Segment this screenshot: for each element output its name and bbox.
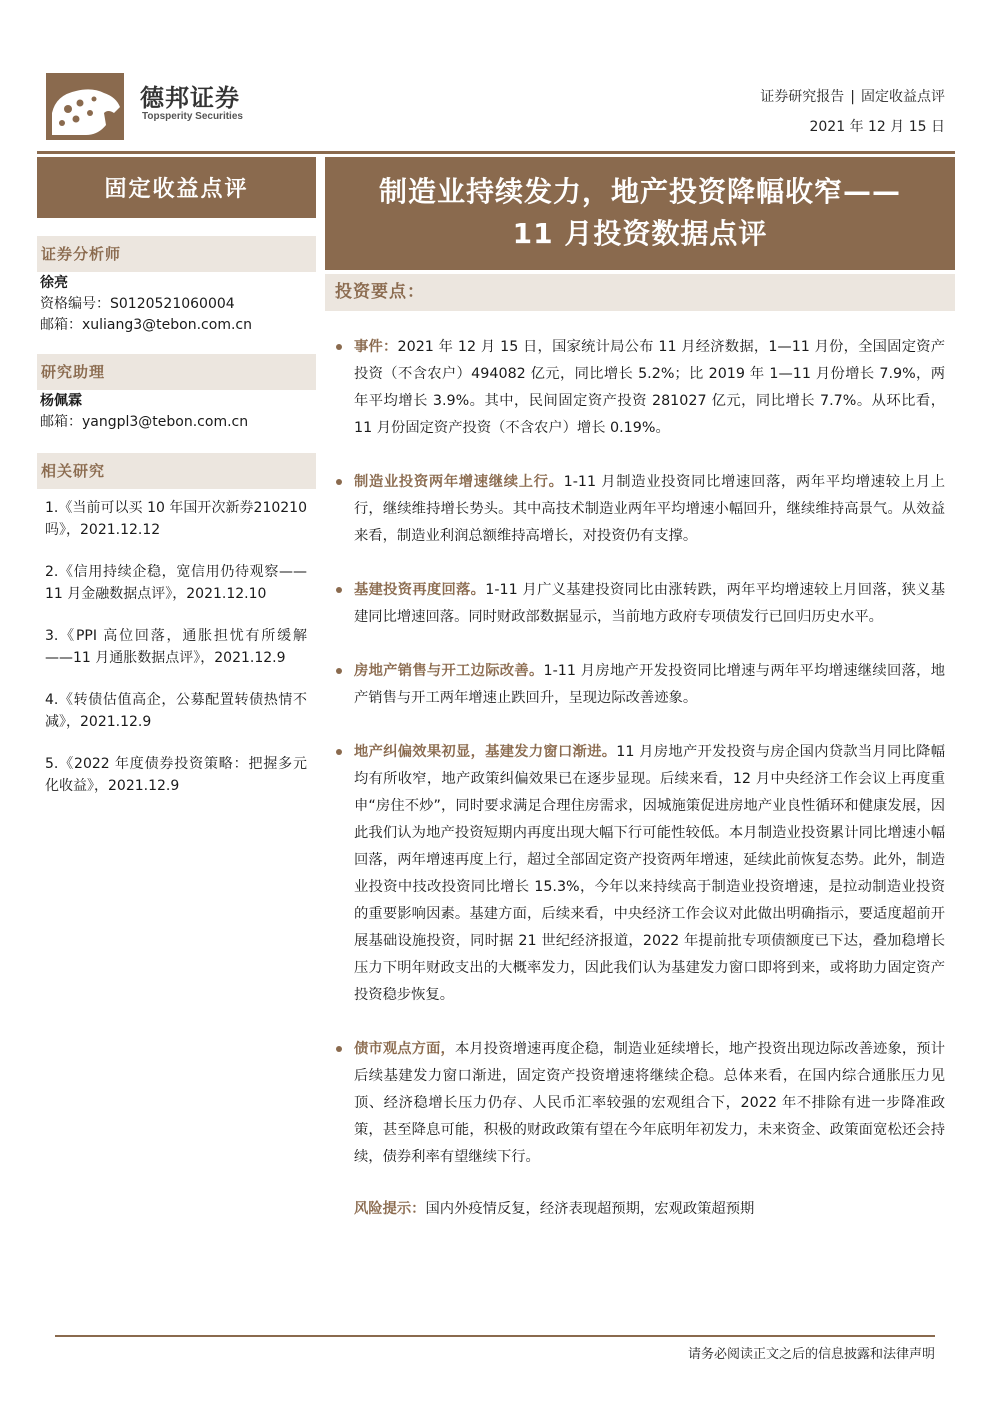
related-research-item[interactable]: 1.《当前可以买 10 年国开次新券210210吗》，2021.12.12 [45, 500, 307, 538]
report-title [325, 157, 955, 270]
report-title-line2: 11 月投资数据点评 [512, 217, 768, 250]
risk-text: 国内外疫情反复，经济表现超预期，宏观政策超预期 [425, 1201, 755, 1217]
key-point [334, 334, 945, 442]
bullet-icon [336, 587, 342, 593]
assistant-name: 杨佩霖 [40, 393, 82, 409]
report-category: 固定收益点评 [37, 157, 316, 218]
key-point-lead: 制造业投资两年增速继续上行。 [354, 474, 564, 490]
key-points-heading: 投资要点： [325, 274, 955, 311]
related-research-heading: 相关研究 [37, 453, 316, 489]
footer-divider [55, 1335, 935, 1337]
bullet-icon [336, 668, 342, 674]
bullet-icon [336, 749, 342, 755]
bullet-icon [336, 1046, 342, 1052]
key-point [334, 658, 945, 712]
analyst-email: 邮箱：xuliang3@tebon.com.cn [40, 317, 252, 333]
doc-subtype-label: 固定收益点评 [861, 89, 945, 105]
key-point-lead: 基建投资再度回落。 [354, 582, 486, 598]
key-point-text: 1-11 月广义基建投资同比由涨转跌，两年平均增速较上月回落，狭义基建同比增速回落。同时财政部数据显示，当前地方政府专项债发行已回归历史水平。 [354, 582, 945, 625]
assistant-section-heading: 研究助理 [37, 354, 316, 390]
key-point-text: 2021 年 12 月 15 日，国家统计局公布 11 月经济数据，1—11 月份，全国固定资产投资（不含农户）494082 亿元，同比增长 5.2%；比 2019 年 1—11 月份增长 7.9%，两年平均增长 3.9%。其中，民间固定资产投资 281027 亿元，同比增长 7.7%。从环比看，11 月份固定资产投资（不含农户）增长 0.19%。 [354, 339, 945, 436]
doc-type-label: 证券研究报告 [760, 89, 845, 105]
key-point [334, 469, 945, 550]
key-point [334, 1036, 945, 1171]
assistant-email: 邮箱：yangpl3@tebon.com.cn [40, 414, 249, 430]
key-points-list [334, 334, 945, 1198]
risk-lead: 风险提示： [354, 1201, 426, 1217]
key-point [334, 577, 945, 631]
legal-disclaimer[interactable]: 请务必阅读正文之后的信息披露和法律声明 [687, 1347, 935, 1362]
key-point-lead: 事件： [354, 339, 398, 355]
report-date: 2021 年 12 月 15 日 [809, 119, 945, 135]
key-point-text: 1-11 月房地产开发投资同比增速与两年平均增速继续回落，地产销售与开工两年增速止跌回升，呈现边际改善迹象。 [354, 663, 945, 706]
analyst-name: 徐亮 [40, 275, 68, 291]
document-type [760, 88, 945, 106]
bullet-icon [336, 344, 342, 350]
related-research-item[interactable]: 3.《PPI 高位回落，通胀担忧有所缓解——11 月通胀数据点评》，2021.12.9 [45, 628, 307, 666]
risk-warning [354, 1196, 754, 1223]
key-point-lead: 债市观点方面， [354, 1041, 455, 1057]
bullet-icon [336, 479, 342, 485]
key-point-lead: 地产纠偏效果初显，基建发力窗口渐进。 [354, 744, 617, 760]
related-research-item[interactable]: 4.《转债估值高企，公募配置转债热情不减》，2021.12.9 [45, 692, 307, 730]
related-research-item[interactable]: 2.《信用持续企稳，宽信用仍待观察——11 月金融数据点评》，2021.12.10 [45, 564, 307, 602]
brand-logo-icon [46, 73, 124, 140]
doc-type-separator: | [850, 89, 855, 105]
key-point-lead: 房地产销售与开工边际改善。 [354, 663, 544, 679]
related-research-list [45, 498, 307, 818]
related-research-item[interactable]: 5.《2022 年度债券投资策略：把握多元化收益》，2021.12.9 [45, 756, 307, 794]
analyst-section-heading: 证券分析师 [37, 236, 316, 272]
brand-name-en: Topsperity Securities [142, 111, 243, 122]
header-divider [37, 151, 955, 154]
report-title-line1: 制造业持续发力，地产投资降幅收窄—— [378, 175, 901, 208]
brand-name: 德邦证券 [140, 84, 240, 112]
key-point-text: 本月投资增速再度企稳，制造业延续增长，地产投资出现边际改善迹象，预计后续基建发力窗口渐进，固定资产投资增速将继续企稳。总体来看，在国内综合通胀压力见顶、经济稳增长压力仍存、人民币汇率较强的宏观组合下，2022 年不排除有进一步降准政策，甚至降息可能，积极的财政政策有望在今年底明年初发力，未来资金、政策面宽松还会持续，债券利率有望继续下行。 [354, 1041, 946, 1165]
key-point-text: 11 月房地产开发投资与房企国内贷款当月同比降幅均有所收窄，地产政策纠偏效果已在逐步显现。后续来看，12 月中央经济工作会议上再度重申“房住不炒”，同时要求满足合理住房需求，因城施策促进房地产业良性循环和健康发展，因此我们认为地产投资短期内再度出现大幅下行可能性较低。本月制造业投资累计同比增速小幅回落，两年增速再度上行，超过全部固定资产投资两年增速，延续此前恢复态势。此外，制造业投资中技改投资同比增长 15.3%，今年以来持续高于制造业投资增速，是拉动制造业投资的重要影响因素。基建方面，后续来看，中央经济工作会议对此做出明确指示，要适度超前开展基础设施投资，同时据 21 世纪经济报道，2022 年提前批专项债额度已下达，叠加稳增长压力下明年财政支出的大概率发力，因此我们认为基建发力窗口即将到来，或将助力固定资产投资稳步恢复。 [354, 744, 945, 1003]
key-point-text: 1-11 月制造业投资同比增速回落，两年平均增速较上月上行，继续维持增长势头。其中高技术制造业两年平均增速小幅回升，继续维持高景气。从效益来看，制造业利润总额维持高增长，对投资仍有支撑。 [354, 474, 945, 544]
key-point [334, 739, 945, 1009]
analyst-cert: 资格编号：S0120521060004 [40, 296, 235, 312]
